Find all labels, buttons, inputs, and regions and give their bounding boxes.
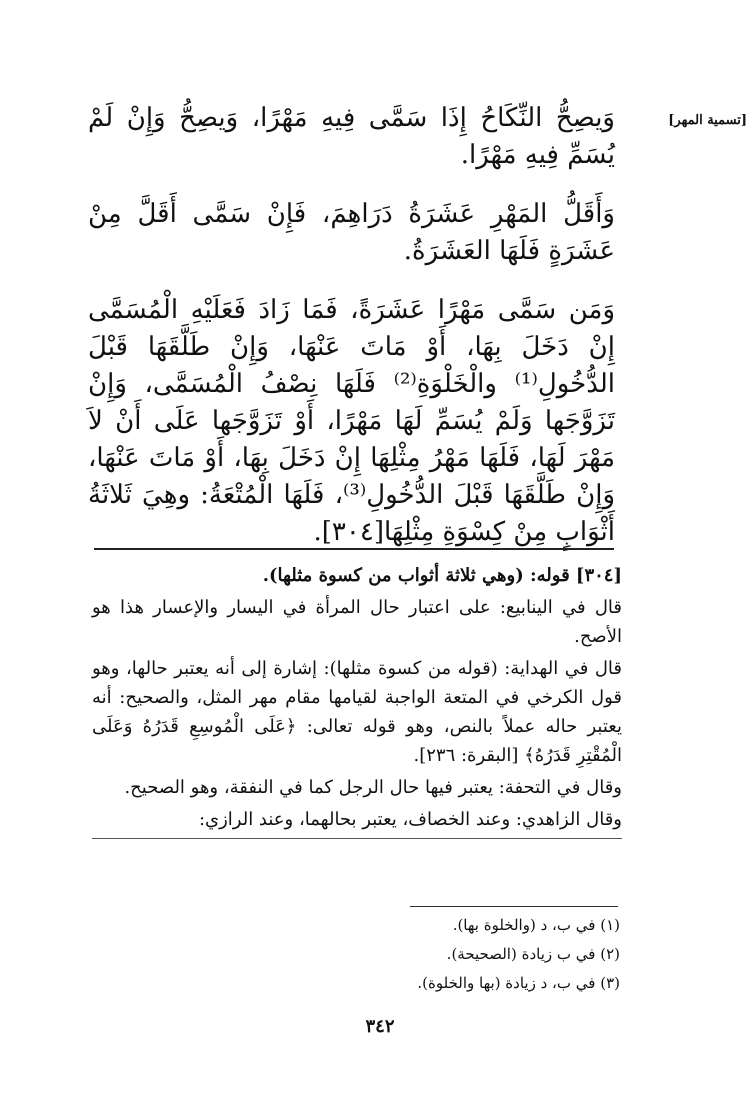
commentary-lead: [٣٠٤] قوله: (وهي ثلاثة أثواب من كسوة مثلها). <box>262 565 622 586</box>
matn-paragraph-2: وَأَقَلُّ المَهْرِ عَشَرَةُ دَرَاهِمَ، فَإِنْ سَمَّى أَقَلَّ مِنْ عَشَرَةٍ فَلَهَا العَشَرَةُ. <box>88 199 615 266</box>
commentary-separator <box>94 548 614 550</box>
matn-paragraph-3: وَمَن سَمَّى مَهْرًا عَشَرَةً، فَمَا زَادَ فَعَلَيْهِ الْمُسَمَّى إِنْ دَخَلَ بِهَا، أَوْ مَاتَ عَنْهَا، وَإِنْ طَلَّقَهَا قَبْلَ الدُّخُولِ⁽¹⁾ والْخَلْوَةِ⁽²⁾ فَلَهَا نِصْفُ الْمُسَمَّى، وَإِنْ تَزَوَّجَها وَلَمْ يُسَمِّ لَهَا مَهْرًا، أَوْ تَزَوَّجَها عَلَى أَنْ لاَ مَهْرَ لَهَا، فَلَهَا مَهْرُ مِثْلِهَا إِنْ دَخَلَ بِهَا، أَوْ مَاتَ عَنْهَا، وَإِنْ طَلَّقَهَا قَبْلَ الدُّخُولِ⁽³⁾، فَلَهَا الْمُتْعَةُ: وهِيَ ثَلاثَةُ أَثْوَابٍ مِنْ كِسْوَةِ مِثْلِهَا[٣٠٤]. <box>88 295 616 547</box>
footnote-3: (٣) في ب، د زيادة (بها والخلوة). <box>417 974 620 992</box>
matn-paragraph-1: وَيصِحُّ النِّكَاحُ إِذَا سَمَّى فِيهِ مَهْرًا، وَيصِحُّ وَإِنْ لَمْ يُسَمِّ فِيهِ مَهْرًا. <box>88 103 615 170</box>
main-text <box>88 100 615 551</box>
footnote-separator <box>410 906 618 907</box>
commentary-paragraph-1: قال في الينابيع: على اعتبار حال المرأة في اليسار والإعسار هذا هو الأصح. <box>92 597 622 647</box>
page-number: ٣٤٢ <box>365 1016 395 1037</box>
footnote-2: (٢) في ب زيادة (الصحيحة). <box>446 945 620 963</box>
footnote-1: (١) في ب، د (والخلوة بها). <box>452 916 620 934</box>
commentary-paragraph-3: وقال في التحفة: يعتبر فيها حال الرجل كما في النفقة، وهو الصحيح. <box>124 777 622 798</box>
commentary <box>92 561 622 842</box>
commentary-paragraph-4: وقال الزاهدي: وعند الخصاف، يعتبر بحالهما، وعند الرازي: <box>92 805 622 839</box>
commentary-paragraph-2: قال في الهداية: (قوله من كسوة مثلها): إشارة إلى أنه يعتبر حالها، وهو قول الكرخي في المتعة الواجبة لقيامها مقام مهر المثل، والصحيح: أنه يعتبر حاله عملاً بالنص، وهو قوله تعالى: ﴿عَلَى الْمُوسِعِ قَدَرُهُ وَعَلَى الْمُقْتِرِ قَدَرُهُ﴾ [البقرة: ٢٣٦]. <box>92 658 622 766</box>
footnotes <box>300 911 620 998</box>
margin-note: [تسمية المهر] <box>668 113 747 128</box>
